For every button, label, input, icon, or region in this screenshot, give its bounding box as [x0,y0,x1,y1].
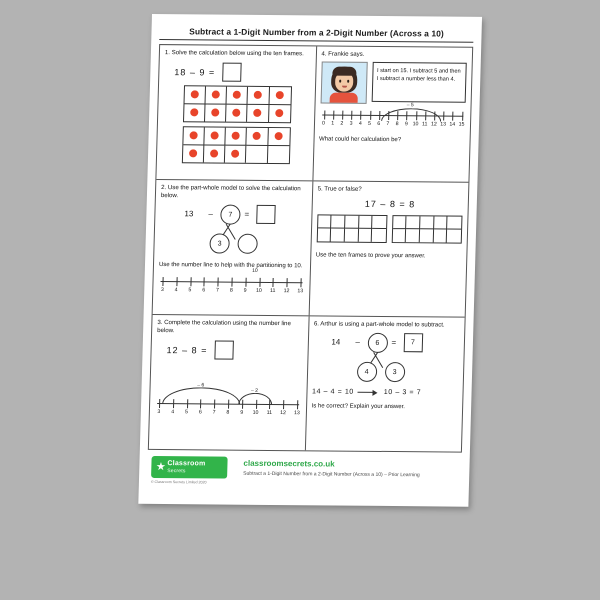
number-line-label: 11 [266,410,273,417]
number-line-label: 14 [449,121,456,128]
question-2-equals: = [244,210,250,220]
question-3-hop-1-label: – 6 [197,382,205,389]
question-row-2 [153,180,469,318]
question-6-equals: = [391,338,397,348]
question-row-3 [149,315,465,452]
question-3 [149,315,309,450]
logo-line-2: Secrets [167,468,186,475]
question-6-equation-head: 14 – 4 = 10 [311,388,354,396]
number-line-tick [173,400,174,409]
number-line-tick [297,401,298,410]
ten-frame-full [183,85,292,123]
number-line-label: 15 [458,121,465,128]
number-line-label: 3 [349,120,353,127]
number-line-tick [245,278,246,287]
question-row-1 [156,45,472,183]
copyright-text: © Classroom Secrets Limited 2020 [150,479,207,485]
question-5-statement: 17 – 8 = 8 [364,199,416,210]
question-2-sub-part-empty[interactable] [237,234,258,254]
question-5-prompt: Use the ten frames to prove your answer. [315,252,426,260]
question-4-character-block [320,62,467,105]
question-2-part-circle: 7 [220,205,241,225]
question-2 [153,180,313,315]
number-line-tick [370,111,371,120]
question-3-text: 3. Complete the calculation using the number line below. [157,319,291,335]
number-line-label: 9 [404,121,408,128]
number-line-tick [462,112,463,121]
number-line-tick [204,278,205,287]
number-line-label: 3 [160,287,164,294]
question-6-text: 6. Arthur is using a part-whole model to subtract. [313,320,445,329]
number-line-tick [324,111,325,120]
question-2-number-line [158,268,304,301]
website-url: classroomsecrets.co.uk [243,458,335,469]
question-1-answer-box[interactable] [222,63,242,82]
question-2-whole: 13 [184,209,194,219]
question-3-expression: 12 – 8 = [166,345,208,356]
number-line-label: 11 [269,288,276,295]
number-line-label: 6 [377,121,381,128]
number-line-tick [379,111,380,120]
number-line-label: 8 [395,121,399,128]
number-line-tick [351,111,352,120]
number-line-label: 2 [340,120,344,127]
question-2-marker: 10 [252,268,258,275]
number-line-label: 3 [157,409,161,416]
question-5-text: 5. True or false? [317,185,362,193]
number-line-tick [300,278,301,287]
logo-line-1: Classroom [167,460,206,468]
number-line-label: 4 [174,287,178,294]
number-line-label: 12 [280,410,287,417]
question-4-hop-label: – 5 [406,102,414,109]
question-6-prompt: Is he correct? Explain your answer. [311,403,406,411]
number-line-label: 10 [252,410,259,417]
number-line-tick [176,277,177,286]
empty-ten-frame-1[interactable] [316,215,387,244]
number-line-label: 7 [386,121,390,128]
number-line-label: 0 [321,120,326,127]
question-6-left-part: 4 [356,362,377,382]
star-icon [156,462,165,471]
number-line-tick [273,278,274,287]
number-line-label: 8 [226,410,230,417]
number-line-tick [342,111,343,120]
number-line-label: 12 [283,288,290,295]
question-1-ten-frames [182,85,290,164]
question-1-text: 1. Solve the calculation below using the ten frames. [164,49,304,58]
number-line-tick [452,112,453,121]
arrow-right-icon [358,389,380,396]
number-line-tick [360,111,361,120]
number-line-label: 7 [215,287,220,294]
question-3-number-line [155,383,301,418]
question-6-equation-tail: 10 – 3 = 7 [383,389,422,397]
number-line-tick [231,278,232,287]
worksheet-title: Subtract a 1-Digit Number from a 2-Digit Number (Across a 10) [159,22,474,43]
question-4 [313,46,472,181]
number-line-label: 9 [240,410,244,417]
question-2-part-whole-model [159,203,306,260]
question-2-minus: – [208,209,214,219]
question-2-text: 2. Use the part-whole model to solve the calculation below. [160,184,301,200]
number-line-tick [256,400,257,409]
number-line-tick [283,401,284,410]
question-4-number-line [319,102,465,135]
question-2-answer-box[interactable] [256,205,276,224]
number-line-tick [333,111,334,120]
question-6-answer-box[interactable]: 7 [403,333,423,352]
number-line-tick [218,278,219,287]
number-line-label: 9 [243,287,247,295]
number-line-label: 13 [440,121,447,128]
frankie-avatar-icon [320,62,367,104]
number-line-tick [200,400,201,409]
question-grid [148,44,473,453]
number-line-tick [259,278,260,287]
question-2-sub-part: 3 [209,234,230,254]
number-line-label: 12 [430,121,437,128]
number-line-label: 5 [188,287,192,294]
number-line-label: 10 [412,121,419,128]
number-line-tick [214,400,215,409]
question-3-hop-2-label: – 2 [250,388,259,395]
question-1-calculation [174,62,310,82]
number-line-label: 1 [331,120,335,127]
question-6 [305,316,464,451]
question-4-speech-bubble: I start on 15. I subtract 5 and then I subtract a number less than 4. [371,62,467,103]
number-line-label: 8 [229,287,233,294]
worksheet-sheet [138,14,482,507]
question-6-right-part: 3 [384,362,405,382]
question-6-whole: 14 [331,337,341,347]
number-line-tick [187,400,188,409]
number-line-tick [190,278,191,287]
number-line-label: 11 [421,121,428,128]
question-3-calculation [166,341,302,361]
number-line-label: 5 [184,409,189,416]
number-line-tick [162,277,163,286]
number-line-tick [269,400,270,409]
number-line-label: 6 [202,287,206,294]
number-line-tick [287,278,288,287]
number-line-label: 10 [255,288,262,295]
number-line-label: 5 [367,121,372,128]
number-line-label: 4 [171,409,175,416]
worksheet-inner [147,22,474,499]
question-6-equation [312,389,458,397]
question-4-text: 4. Frankie says. [321,50,365,58]
number-line-label: 7 [212,409,216,416]
question-5 [309,181,468,316]
question-6-part-whole-model [312,332,459,385]
classroom-secrets-logo [151,456,228,479]
question-3-answer-box[interactable] [214,341,234,360]
question-4-hop [381,108,442,122]
empty-ten-frame-2[interactable] [391,215,462,244]
question-6-part-circle: 6 [367,333,388,353]
number-line-tick [228,400,229,409]
number-line-tick [159,399,160,408]
question-1 [156,45,316,180]
question-1-expression: 18 – 9 = [174,66,216,78]
number-line-label: 6 [198,409,202,416]
question-5-ten-frames[interactable] [316,215,462,244]
question-2-subtext: Use the number line to help with the partitioning to 10. [158,262,303,270]
number-line-label: 13 [297,288,304,295]
worksheet-footer [147,452,462,499]
question-4-prompt: What could her calculation be? [318,136,402,144]
ten-frame-partial [182,126,291,164]
footer-caption: Subtract a 1-Digit Number from a 2-Digit Number (Across a 10) – Prior Learning [243,470,420,479]
number-line-tick [242,400,243,409]
number-line-label: 4 [358,121,362,128]
number-line-tick [443,112,444,121]
number-line-label: 13 [293,410,300,417]
question-6-minus: – [355,337,360,347]
